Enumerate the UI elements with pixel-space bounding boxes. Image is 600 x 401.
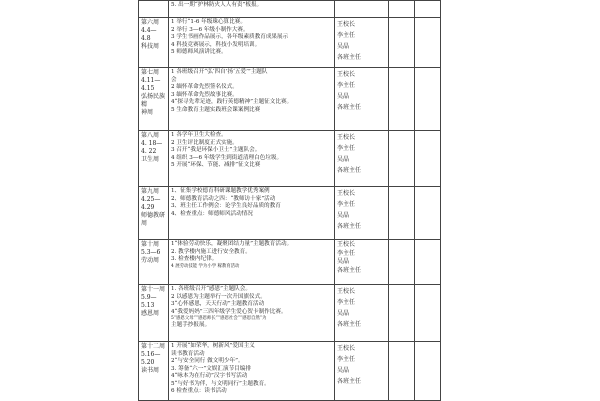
- schedule-table: [138, 0, 441, 401]
- empty-cell: [415, 240, 441, 285]
- activity-item: 4 科技竞赛展示，科技小发明培训。: [171, 41, 261, 48]
- empty-cell: [415, 68, 441, 131]
- activity-item: 3 召开“我是环保小卫士”主题队会。: [171, 147, 261, 153]
- activity-item: 5 开展“环保、节能、减排”征文比赛: [171, 162, 261, 168]
- activity-item: 3. 筹备“六一”文娱汇演节目编排: [171, 365, 251, 372]
- activity-item: 3、班主任工作例会：论学生良好品质的教育: [171, 203, 281, 209]
- owner-name: 王校长: [337, 241, 356, 248]
- week-dates: 5.9—5.13: [141, 294, 157, 309]
- empty-cell: [389, 131, 415, 187]
- owner-cell: [335, 285, 389, 342]
- table-row: [139, 285, 441, 342]
- owner-name: 王校长: [337, 345, 356, 352]
- empty-cell: [415, 18, 441, 68]
- week-theme: 科技周: [141, 43, 160, 50]
- week-theme: 感恩周: [141, 310, 160, 317]
- owner-name: 李主任: [337, 32, 356, 39]
- content-cell: [169, 342, 335, 401]
- empty-cell: [415, 342, 441, 401]
- week-label: 第十周: [141, 241, 160, 248]
- week-cell: [139, 131, 169, 187]
- week-cell: [139, 18, 169, 68]
- owner-name: 吴晶: [337, 310, 350, 317]
- owner-name: 王校长: [337, 21, 356, 28]
- week-theme: 师德教研周: [141, 212, 166, 227]
- empty-cell: [415, 285, 441, 342]
- empty-cell: [389, 240, 415, 285]
- empty-cell: [389, 68, 415, 131]
- activity-item: 5 生命教育主题实践班会课案例比赛: [171, 106, 261, 113]
- activity-item: 3 学生书画作品展示，各年级素质教育成果展示: [171, 34, 289, 40]
- week-dates: 4.4—4.8: [141, 27, 157, 42]
- activity-item: 2 缅怀革命先烈签名仪式。: [171, 84, 238, 90]
- content-cell: [169, 131, 335, 187]
- content-cell: [169, 187, 335, 240]
- table-row: [139, 240, 441, 285]
- content-cell: [169, 68, 335, 131]
- activity-item: 4、检查重点：师德师风活动情况: [171, 210, 253, 217]
- week-theme: 劳动周: [141, 257, 160, 264]
- activity-item: 会: [171, 76, 177, 83]
- activity-item: 读书教育活动: [171, 350, 205, 357]
- owner-name: 吴晶: [337, 212, 350, 219]
- activity-item: 6 检查重点：读书活动: [171, 388, 227, 394]
- week-dates: 4.11—4.15: [141, 77, 161, 92]
- activity-item: 1. 各班级召开“感恩”主题队会。: [171, 286, 251, 292]
- activity-item: 2 举行 3—6 年级小制作大赛。: [171, 26, 249, 33]
- empty-cell: [389, 342, 415, 401]
- week-theme: 读书周: [141, 367, 160, 374]
- activity-item: 2 以感恩为主题举行一次升国旗仪式。: [171, 293, 266, 300]
- owner-name: 吴晶: [337, 258, 350, 265]
- week-cell: [139, 240, 169, 285]
- week-theme: 弘扬民族精: [141, 93, 166, 108]
- week-cell: [139, 1, 169, 18]
- owner-name: 李主任: [337, 249, 356, 257]
- week-cell: [139, 285, 169, 342]
- activity-item: 4“探寻先辈足迹，践行英德精神”主题征文比赛。: [171, 99, 293, 105]
- owner-cell: [335, 131, 389, 187]
- activity-item: 3“心怀感恩，天天行动”主题教育活动: [171, 301, 265, 307]
- empty-cell: [389, 187, 415, 240]
- activity-item: 4 组织 3—6 年级学生到街道清理白色垃圾。: [171, 154, 283, 161]
- activity-item: 1、征集学校德育科研课题教学优秀案例: [171, 188, 270, 194]
- owner-name: 李主任: [337, 201, 356, 208]
- activity-item: 3 缅怀革命先烈故事比赛。: [171, 91, 238, 98]
- activity-item: 1 各班级召开“弘‘四自’扬‘五爱’”主题队: [171, 69, 268, 75]
- owner-name: 李主任: [337, 356, 356, 363]
- week-label: 第九周: [141, 188, 160, 195]
- owner-name: 王校长: [337, 190, 356, 197]
- activity-item: 4 展劳动技能 学为小学 稼教育活动: [171, 263, 240, 269]
- owner-name: 王校长: [337, 134, 356, 141]
- table-row: [139, 342, 441, 401]
- empty-cell: [389, 285, 415, 342]
- content-cell: [169, 18, 335, 68]
- owner-name: 吴晶: [337, 367, 350, 374]
- owner-name: 吴晶: [337, 43, 350, 50]
- owner-name: 各班主任: [337, 378, 362, 385]
- owner-name: 各班主任: [337, 104, 362, 111]
- activity-item: 主题手抄报展。: [171, 322, 211, 328]
- week-label: 第七周: [141, 69, 160, 76]
- table-row: [139, 68, 441, 131]
- table-row: [139, 187, 441, 240]
- owner-name: 吴晶: [337, 156, 350, 163]
- table-row: [139, 131, 441, 187]
- content-cell: [169, 285, 335, 342]
- week-dates: 5.3—6: [141, 249, 161, 256]
- week-cell: [139, 342, 169, 401]
- owner-name: 各班主任: [337, 167, 362, 174]
- table-row: [139, 18, 441, 68]
- activity-item: 5“与好书为伴，与文明同行”主题教育。: [171, 380, 270, 387]
- week-dates: 4.25—4.29: [141, 196, 161, 211]
- week-label: 第八周: [141, 132, 160, 139]
- activity-item: 2 卫生评比制度正式实施。: [171, 139, 238, 146]
- week-label: 第十二周: [141, 343, 166, 350]
- empty-cell: [389, 18, 415, 68]
- owner-cell: [335, 18, 389, 68]
- owner-cell: [335, 1, 389, 18]
- week-theme: 神周: [141, 109, 154, 116]
- week-theme: 卫生周: [141, 156, 160, 163]
- owner-cell: [335, 342, 389, 401]
- activity-item: 5. 出一期“护林防火人人有责”板报。: [171, 2, 263, 8]
- owner-name: 各班主任: [337, 223, 362, 230]
- owner-name: 李主任: [337, 145, 356, 152]
- activity-item: 1 举行“1-6 年级珠心算比赛。: [171, 19, 246, 25]
- week-dates: 4. 18—4. 22: [141, 140, 163, 155]
- table-row: [139, 1, 441, 18]
- week-cell: [139, 68, 169, 131]
- empty-cell: [389, 1, 415, 18]
- activity-item: 1 开展“如荣华，树新风”爱国主义: [171, 343, 255, 349]
- content-cell: [169, 1, 335, 18]
- activity-item: 5 师德师风演讲比赛。: [171, 49, 227, 55]
- owner-name: 各班主任: [337, 321, 362, 328]
- empty-cell: [415, 131, 441, 187]
- owner-name: 王校长: [337, 288, 356, 295]
- week-dates: 5.16—5.20: [141, 351, 161, 366]
- activity-item: 3. 检查楼内纪律。: [171, 256, 218, 262]
- content-cell: [169, 240, 335, 285]
- activity-item: 4“咏本为在行动”汉字书写活动: [171, 373, 248, 379]
- week-label: 第六周: [141, 19, 160, 26]
- owner-name: 李主任: [337, 299, 356, 306]
- activity-item: 4“我爱妈妈”三四年级学生爱心贺卡制作比赛。: [171, 308, 287, 315]
- empty-cell: [415, 187, 441, 240]
- owner-name: 各班主任: [337, 54, 362, 61]
- owner-name: 吴晶: [337, 93, 350, 100]
- activity-item: 2、师德教育活动之四：“教师访十家”活动: [171, 195, 276, 202]
- empty-cell: [415, 1, 441, 18]
- owner-cell: [335, 68, 389, 131]
- owner-name: 各班主任: [337, 266, 362, 274]
- owner-cell: [335, 240, 389, 285]
- activity-item: 1 各学年卫生大检查。: [171, 132, 227, 138]
- activity-item: 5“感恩父母”“感恩师长”“感恩社会”“感恩自然”为: [171, 316, 267, 321]
- week-label: 第十一周: [141, 286, 166, 293]
- owner-cell: [335, 187, 389, 240]
- activity-item: 1“体验劳动快乐，凝聚团结力量”主题教育活动。: [171, 241, 293, 247]
- owner-name: 王校长: [337, 71, 356, 78]
- activity-item: 2“与安全同行 做文明少年”。: [171, 358, 244, 364]
- owner-name: 李主任: [337, 82, 356, 89]
- activity-item: 2. 教学楼内施工进行安全教育。: [171, 248, 251, 255]
- week-cell: [139, 187, 169, 240]
